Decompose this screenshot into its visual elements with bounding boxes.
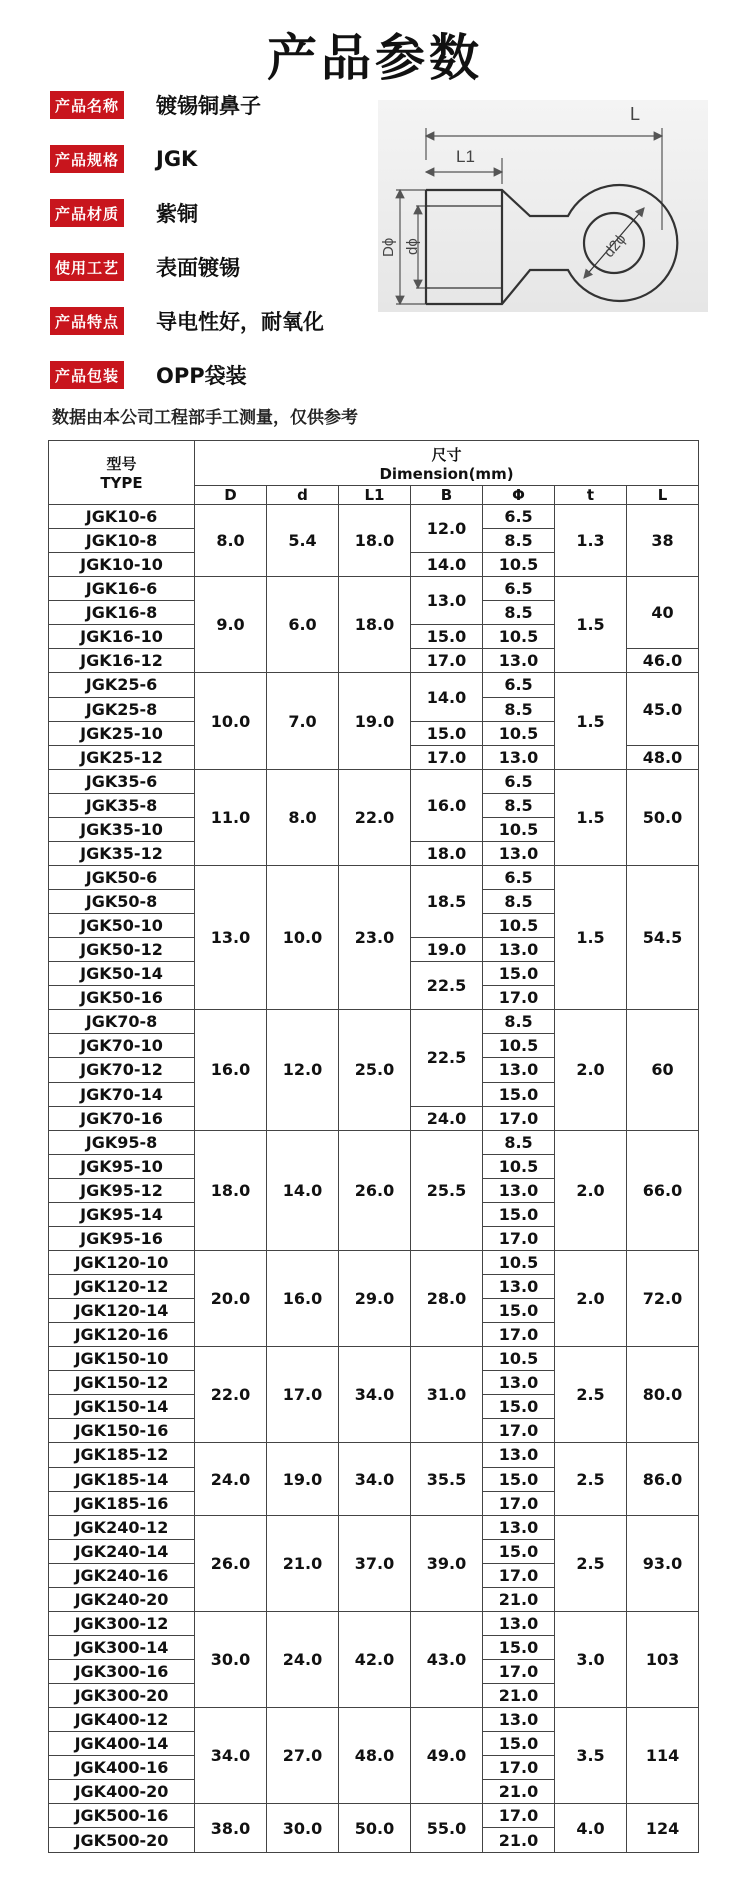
cell-type: JGK120-16 [49, 1323, 195, 1347]
cell-type: JGK16-6 [49, 577, 195, 601]
column-header: t [555, 486, 627, 505]
cell-l1: 22.0 [339, 769, 411, 865]
cell-b: 14.0 [411, 673, 483, 721]
table-row [49, 1130, 699, 1154]
measurement-note: 数据由本公司工程部手工测量，仅供参考 [52, 408, 358, 428]
cell-phi: 21.0 [483, 1828, 555, 1853]
cell-l: 45.0 [627, 673, 699, 745]
label-L1: L1 [456, 147, 475, 166]
cell-b: 19.0 [411, 938, 483, 962]
property-value: OPP袋装 [156, 364, 247, 388]
cell-d-outer: 8.0 [195, 505, 267, 577]
cell-t: 1.5 [555, 577, 627, 673]
cell-phi: 6.5 [483, 577, 555, 601]
cell-l1: 18.0 [339, 577, 411, 673]
cell-phi: 8.5 [483, 601, 555, 625]
property-value: 紫铜 [156, 202, 198, 226]
cell-type: JGK35-8 [49, 793, 195, 817]
cell-phi: 15.0 [483, 1635, 555, 1659]
cell-phi: 17.0 [483, 1756, 555, 1780]
cell-phi: 10.5 [483, 817, 555, 841]
cell-b: 12.0 [411, 505, 483, 553]
cell-type: JGK50-12 [49, 938, 195, 962]
cell-l: 50.0 [627, 769, 699, 865]
cell-type: JGK240-12 [49, 1515, 195, 1539]
cell-type: JGK400-12 [49, 1708, 195, 1732]
cell-phi: 13.0 [483, 1443, 555, 1467]
cell-t: 2.0 [555, 1250, 627, 1346]
cell-phi: 15.0 [483, 1082, 555, 1106]
cell-phi: 13.0 [483, 841, 555, 865]
cell-phi: 8.5 [483, 529, 555, 553]
table-row [49, 1010, 699, 1034]
cell-type: JGK50-6 [49, 865, 195, 889]
cell-l1: 29.0 [339, 1250, 411, 1346]
cell-type: JGK50-10 [49, 914, 195, 938]
cell-phi: 17.0 [483, 1660, 555, 1684]
cell-l: 124 [627, 1804, 699, 1853]
cell-type: JGK16-10 [49, 625, 195, 649]
cell-type: JGK16-12 [49, 649, 195, 673]
property-label: 产品特点 [50, 307, 124, 335]
cell-phi: 13.0 [483, 938, 555, 962]
cell-d-outer: 16.0 [195, 1010, 267, 1130]
cell-type: JGK120-12 [49, 1275, 195, 1299]
property-value: 表面镀锡 [156, 256, 240, 280]
cell-phi: 17.0 [483, 1419, 555, 1443]
cell-d-inner: 27.0 [267, 1708, 339, 1804]
cell-phi: 13.0 [483, 1058, 555, 1082]
cell-type: JGK35-6 [49, 769, 195, 793]
property-label: 产品规格 [50, 145, 124, 173]
cell-type: JGK95-8 [49, 1130, 195, 1154]
cell-type: JGK240-20 [49, 1587, 195, 1611]
cell-phi: 10.5 [483, 914, 555, 938]
cell-l1: 50.0 [339, 1804, 411, 1853]
table-row [49, 577, 699, 601]
cell-l: 46.0 [627, 649, 699, 673]
cell-l1: 23.0 [339, 865, 411, 1009]
cell-phi: 21.0 [483, 1684, 555, 1708]
cell-phi: 10.5 [483, 625, 555, 649]
cell-phi: 6.5 [483, 673, 555, 697]
cell-type: JGK500-20 [49, 1828, 195, 1853]
cell-phi: 17.0 [483, 1563, 555, 1587]
property-value: 镀锡铜鼻子 [156, 94, 261, 118]
cell-b: 22.5 [411, 962, 483, 1010]
cell-b: 35.5 [411, 1443, 483, 1515]
label-L: L [630, 104, 641, 124]
cell-phi: 13.0 [483, 649, 555, 673]
cell-l1: 48.0 [339, 1708, 411, 1804]
cell-type: JGK25-6 [49, 673, 195, 697]
cell-l1: 25.0 [339, 1010, 411, 1130]
column-header: L [627, 486, 699, 505]
cell-type: JGK150-16 [49, 1419, 195, 1443]
table-row [49, 1708, 699, 1732]
cell-l: 38 [627, 505, 699, 577]
spec-table [48, 440, 699, 1853]
cell-d-inner: 14.0 [267, 1130, 339, 1250]
cell-type: JGK70-10 [49, 1034, 195, 1058]
cell-type: JGK300-14 [49, 1635, 195, 1659]
cell-phi: 10.5 [483, 1154, 555, 1178]
cell-phi: 15.0 [483, 1467, 555, 1491]
cell-phi: 13.0 [483, 745, 555, 769]
cell-d-inner: 6.0 [267, 577, 339, 673]
cell-type: JGK120-14 [49, 1299, 195, 1323]
cell-type: JGK50-14 [49, 962, 195, 986]
type-header [49, 441, 195, 505]
column-header: B [411, 486, 483, 505]
cell-type: JGK400-16 [49, 1756, 195, 1780]
cell-phi: 13.0 [483, 1275, 555, 1299]
cell-b: 16.0 [411, 769, 483, 841]
cell-type: JGK25-10 [49, 721, 195, 745]
cell-d-inner: 10.0 [267, 865, 339, 1009]
cell-phi: 17.0 [483, 1323, 555, 1347]
label-d2: d2ϕ [600, 230, 630, 261]
cell-type: JGK300-12 [49, 1611, 195, 1635]
cell-phi: 17.0 [483, 1106, 555, 1130]
cell-type: JGK150-10 [49, 1347, 195, 1371]
cell-type: JGK25-8 [49, 697, 195, 721]
cell-type: JGK400-14 [49, 1732, 195, 1756]
cell-t: 2.5 [555, 1443, 627, 1515]
cell-l: 72.0 [627, 1250, 699, 1346]
cell-d-outer: 9.0 [195, 577, 267, 673]
cell-phi: 13.0 [483, 1371, 555, 1395]
cell-l: 60 [627, 1010, 699, 1130]
cell-type: JGK95-10 [49, 1154, 195, 1178]
cell-l1: 19.0 [339, 673, 411, 769]
dimension-header [195, 441, 699, 486]
cell-type: JGK150-14 [49, 1395, 195, 1419]
cell-d-inner: 19.0 [267, 1443, 339, 1515]
cell-b: 55.0 [411, 1804, 483, 1853]
cell-phi: 8.5 [483, 1010, 555, 1034]
property-row [50, 88, 261, 122]
cell-phi: 6.5 [483, 865, 555, 889]
cell-t: 1.5 [555, 769, 627, 865]
cell-type: JGK70-16 [49, 1106, 195, 1130]
cell-l: 86.0 [627, 1443, 699, 1515]
cell-d-inner: 24.0 [267, 1611, 339, 1707]
cell-phi: 13.0 [483, 1611, 555, 1635]
type-header-en: TYPE [100, 474, 143, 492]
cell-phi: 10.5 [483, 721, 555, 745]
cell-b: 49.0 [411, 1708, 483, 1804]
cell-type: JGK50-16 [49, 986, 195, 1010]
cell-l: 48.0 [627, 745, 699, 769]
cell-b: 39.0 [411, 1515, 483, 1611]
cell-d-inner: 21.0 [267, 1515, 339, 1611]
cell-l: 114 [627, 1708, 699, 1804]
cell-b: 25.5 [411, 1130, 483, 1250]
cell-phi: 17.0 [483, 1226, 555, 1250]
cell-t: 4.0 [555, 1804, 627, 1853]
property-row [50, 250, 240, 284]
cell-type: JGK70-12 [49, 1058, 195, 1082]
cell-type: JGK95-16 [49, 1226, 195, 1250]
table-row [49, 1611, 699, 1635]
cell-phi: 15.0 [483, 1539, 555, 1563]
cell-d-inner: 12.0 [267, 1010, 339, 1130]
cell-d-inner: 5.4 [267, 505, 339, 577]
property-value: JGK [156, 147, 198, 171]
cell-phi: 8.5 [483, 1130, 555, 1154]
cell-type: JGK35-12 [49, 841, 195, 865]
property-row [50, 358, 247, 392]
cell-type: JGK300-16 [49, 1660, 195, 1684]
cell-type: JGK95-14 [49, 1202, 195, 1226]
property-value: 导电性好，耐氧化 [156, 310, 324, 334]
cell-b: 14.0 [411, 553, 483, 577]
cell-type: JGK10-6 [49, 505, 195, 529]
property-label: 产品包装 [50, 361, 124, 389]
cell-phi: 10.5 [483, 1250, 555, 1274]
cell-type: JGK16-8 [49, 601, 195, 625]
cell-b: 17.0 [411, 649, 483, 673]
table-row [49, 1443, 699, 1467]
table-row [49, 1515, 699, 1539]
cell-phi: 15.0 [483, 1299, 555, 1323]
dimension-header-en: Dimension(mm) [379, 464, 514, 483]
cell-b: 31.0 [411, 1347, 483, 1443]
cell-type: JGK120-10 [49, 1250, 195, 1274]
cell-phi: 15.0 [483, 1395, 555, 1419]
page-title: 产品参数 [267, 29, 483, 87]
cell-d-outer: 13.0 [195, 865, 267, 1009]
cell-type: JGK50-8 [49, 890, 195, 914]
cell-t: 2.0 [555, 1130, 627, 1250]
cell-type: JGK240-16 [49, 1563, 195, 1587]
cell-t: 1.5 [555, 865, 627, 1009]
cell-phi: 17.0 [483, 1491, 555, 1515]
property-row [50, 142, 197, 176]
type-header-cn: 型号 [106, 455, 137, 473]
cell-d-outer: 38.0 [195, 1804, 267, 1853]
cell-b: 18.0 [411, 841, 483, 865]
table-row [49, 769, 699, 793]
cell-t: 3.0 [555, 1611, 627, 1707]
cell-type: JGK70-8 [49, 1010, 195, 1034]
column-header: L1 [339, 486, 411, 505]
property-label: 产品名称 [50, 91, 124, 119]
cell-t: 1.5 [555, 673, 627, 769]
table-row [49, 865, 699, 889]
cell-phi: 13.0 [483, 1708, 555, 1732]
cell-phi: 10.5 [483, 1347, 555, 1371]
cell-d-outer: 10.0 [195, 673, 267, 769]
cell-b: 13.0 [411, 577, 483, 625]
cell-type: JGK300-20 [49, 1684, 195, 1708]
cell-type: JGK70-14 [49, 1082, 195, 1106]
cell-phi: 15.0 [483, 1202, 555, 1226]
cell-type: JGK400-20 [49, 1780, 195, 1804]
cell-l: 80.0 [627, 1347, 699, 1443]
cell-phi: 15.0 [483, 962, 555, 986]
column-header: d [267, 486, 339, 505]
cell-d-inner: 7.0 [267, 673, 339, 769]
cell-type: JGK10-8 [49, 529, 195, 553]
cell-d-inner: 17.0 [267, 1347, 339, 1443]
cell-b: 15.0 [411, 721, 483, 745]
cell-b: 15.0 [411, 625, 483, 649]
cell-phi: 10.5 [483, 553, 555, 577]
table-row [49, 505, 699, 529]
cell-type: JGK35-10 [49, 817, 195, 841]
cell-type: JGK25-12 [49, 745, 195, 769]
cell-d-outer: 30.0 [195, 1611, 267, 1707]
cell-phi: 21.0 [483, 1587, 555, 1611]
table-row [49, 1347, 699, 1371]
cell-b: 22.5 [411, 1010, 483, 1106]
cell-l: 103 [627, 1611, 699, 1707]
cell-l1: 37.0 [339, 1515, 411, 1611]
cell-l1: 34.0 [339, 1347, 411, 1443]
cell-b: 17.0 [411, 745, 483, 769]
cell-phi: 13.0 [483, 1515, 555, 1539]
property-label: 使用工艺 [50, 253, 124, 281]
cell-l: 93.0 [627, 1515, 699, 1611]
cell-l: 66.0 [627, 1130, 699, 1250]
cell-phi: 8.5 [483, 697, 555, 721]
cell-l: 54.5 [627, 865, 699, 1009]
cell-d-outer: 11.0 [195, 769, 267, 865]
cell-phi: 17.0 [483, 986, 555, 1010]
property-row [50, 304, 324, 338]
cell-t: 2.5 [555, 1347, 627, 1443]
cell-d-outer: 18.0 [195, 1130, 267, 1250]
cell-t: 2.0 [555, 1010, 627, 1130]
table-row [49, 1250, 699, 1274]
cell-l1: 26.0 [339, 1130, 411, 1250]
table-row [49, 1804, 699, 1828]
cell-phi: 13.0 [483, 1178, 555, 1202]
cell-l: 40 [627, 577, 699, 649]
property-row [50, 196, 198, 230]
label-D: Dϕ [380, 237, 397, 257]
cell-b: 43.0 [411, 1611, 483, 1707]
cell-phi: 8.5 [483, 890, 555, 914]
cell-type: JGK185-12 [49, 1443, 195, 1467]
column-header: Φ [483, 486, 555, 505]
cell-t: 3.5 [555, 1708, 627, 1804]
cell-b: 28.0 [411, 1250, 483, 1346]
cell-phi: 6.5 [483, 505, 555, 529]
cell-b: 24.0 [411, 1106, 483, 1130]
column-header: D [195, 486, 267, 505]
cell-t: 2.5 [555, 1515, 627, 1611]
cell-type: JGK240-14 [49, 1539, 195, 1563]
cell-d-outer: 24.0 [195, 1443, 267, 1515]
cell-d-outer: 22.0 [195, 1347, 267, 1443]
cell-type: JGK185-16 [49, 1491, 195, 1515]
cell-phi: 8.5 [483, 793, 555, 817]
cell-t: 1.3 [555, 505, 627, 577]
cell-type: JGK185-14 [49, 1467, 195, 1491]
cell-l1: 18.0 [339, 505, 411, 577]
table-row [49, 673, 699, 697]
cell-d-inner: 16.0 [267, 1250, 339, 1346]
label-d: dϕ [404, 238, 421, 255]
cell-l1: 34.0 [339, 1443, 411, 1515]
cell-phi: 6.5 [483, 769, 555, 793]
cell-type: JGK95-12 [49, 1178, 195, 1202]
cell-d-outer: 20.0 [195, 1250, 267, 1346]
cell-type: JGK150-12 [49, 1371, 195, 1395]
cell-type: JGK10-10 [49, 553, 195, 577]
cell-d-outer: 26.0 [195, 1515, 267, 1611]
cell-phi: 21.0 [483, 1780, 555, 1804]
terminal-diagram [378, 100, 708, 312]
cell-d-outer: 34.0 [195, 1708, 267, 1804]
cell-phi: 17.0 [483, 1804, 555, 1828]
dimension-header-cn: 尺寸 [431, 445, 462, 464]
cell-b: 18.5 [411, 865, 483, 937]
cell-type: JGK500-16 [49, 1804, 195, 1828]
spec-table-body [49, 505, 699, 1853]
cell-d-inner: 8.0 [267, 769, 339, 865]
cell-phi: 15.0 [483, 1732, 555, 1756]
cell-d-inner: 30.0 [267, 1804, 339, 1853]
cell-phi: 10.5 [483, 1034, 555, 1058]
property-label: 产品材质 [50, 199, 124, 227]
cell-l1: 42.0 [339, 1611, 411, 1707]
